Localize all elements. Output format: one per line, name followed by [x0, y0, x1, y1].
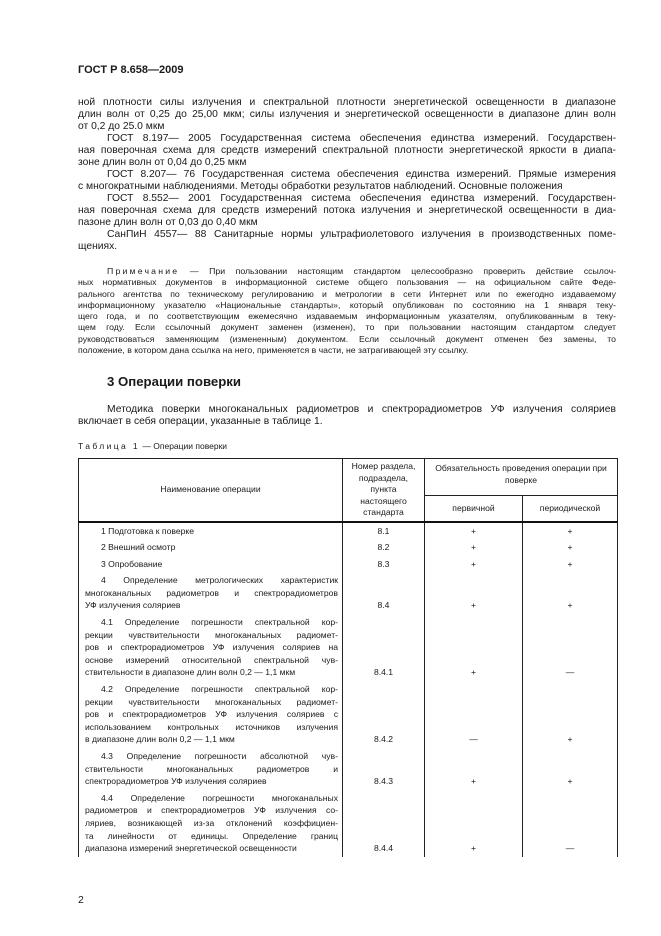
primary-cell: +: [425, 614, 523, 681]
operation-name-line: основе измерений относительной спектральной чув-: [85, 654, 338, 665]
note-block: [78, 266, 616, 356]
reference-paragraph: [78, 229, 616, 253]
text-line: СанПиН 4557— 88 Санитарные нормы ультрафиолетового излучения в производственных поме-: [107, 229, 616, 240]
page-number: 2: [78, 894, 84, 906]
header-periodic: периодической: [523, 496, 618, 522]
text-line: Методика поверки многоканальных радиометров и спектрорадиометров УФ излучения соляриев: [107, 404, 616, 415]
operation-name-cell: [79, 522, 343, 540]
operation-name-cell: [79, 790, 343, 857]
section-number-cell: 8.4.4: [343, 790, 425, 857]
reference-paragraph: [78, 193, 616, 229]
primary-cell: +: [425, 790, 523, 857]
operation-name-cell: [79, 572, 343, 614]
operation-name-line: 3 Опробование: [101, 558, 163, 569]
reference-paragraph: [78, 97, 616, 133]
operation-name-line: спектрорадиометров УФ излучения соляриев: [85, 776, 267, 787]
text-line: ГОСТ 8.552— 2001 Государственная система обеспечения единства измерений. Государствен-: [107, 193, 616, 204]
text-line: ная поверочная схема для средств измерений потока излучения и энергетической освещенности в диа-: [78, 205, 616, 216]
note-line: щего года, и по соответствующим ежемесячно издаваемым информационным указателям, опубликованным в теку-: [78, 311, 616, 322]
operation-name-line: ствительности многоканальных радиометров и: [85, 763, 338, 774]
text-line: зоне длин волн от 0,04 до 0,25 мкм: [78, 157, 247, 168]
header-primary: первичной: [425, 496, 523, 522]
table-row: [79, 539, 618, 556]
operation-name-line: УФ излучения соляриев: [85, 600, 181, 611]
section-number-cell: 8.4.2: [343, 681, 425, 748]
section-number-cell: 8.4.1: [343, 614, 425, 681]
operation-name-line: рекции чувствительности многоканальных радиомет-: [85, 629, 338, 640]
periodic-cell: +: [523, 522, 618, 540]
text-line: ГОСТ 8.207— 76 Государственная система обеспечения единства измерений. Прямые измерения: [107, 169, 616, 180]
note-text: — При пользовании настоящим стандартом целесообразно проверить действие ссылоч-: [179, 266, 616, 276]
table-row: [79, 681, 618, 748]
text-line: ГОСТ 8.197— 2005 Государственная система обеспечения единства измерений. Государствен-: [107, 133, 616, 144]
note-line: положение, в котором дана ссылка на него, применяется в части, не затрагивающей эту ссылку.: [78, 345, 469, 356]
primary-cell: +: [425, 539, 523, 556]
operation-name-cell: [79, 681, 343, 748]
operation-name-line: ров и спектрорадиометров УФ излучения соляриев с: [85, 709, 338, 720]
primary-cell: +: [425, 572, 523, 614]
operation-name-line: 2 Внешний осмотр: [101, 542, 176, 553]
operation-name-line: 4.2 Определение погрешности спектральной кор-: [101, 684, 338, 695]
section-number-cell: 8.2: [343, 539, 425, 556]
operation-name-line: та линейности от единицы. Определение границ: [85, 830, 338, 841]
text-line: от 0,2 до 25.0 мкм: [78, 121, 165, 132]
header-section-number: Номер раздела, подраздела, пункта настоящего стандарта: [343, 459, 425, 522]
section-number-cell: 8.1: [343, 522, 425, 540]
operation-name-line: 4.1 Определение погрешности спектральной кор-: [101, 617, 338, 628]
note-line: [78, 266, 616, 277]
note-line: руководствоваться заменяющим (измененным) документом. Если ссылочный документ отменен без замены, то: [78, 333, 616, 344]
operation-name-cell: [79, 614, 343, 681]
periodic-cell: +: [523, 539, 618, 556]
text-line: ная поверочная схема для средств измерений спектральной плотности энергетической яркости в диапа-: [78, 145, 616, 156]
text-line: длин волн от 0,25 до 25,00 мкм; силы излучения и энергетической освещенности в диапазоне длин волн: [78, 109, 616, 120]
operation-name-line: радиометров и спектрорадиометров УФ излучения со-: [85, 805, 338, 816]
primary-cell: +: [425, 522, 523, 540]
section-title: 3 Операции поверки: [107, 374, 241, 389]
section-number-cell: 8.4.3: [343, 748, 425, 790]
note-line: информационному указателю «Национальные стандарты», который опубликован по состоянию на 1 января теку-: [78, 299, 616, 310]
operation-name-line: 4.4 Определение погрешности многоканальных: [101, 792, 338, 803]
table-row: [79, 572, 618, 614]
periodic-cell: +: [523, 681, 618, 748]
section-number-cell: 8.4: [343, 572, 425, 614]
periodic-cell: —: [523, 614, 618, 681]
table-row: [79, 522, 618, 540]
periodic-cell: +: [523, 748, 618, 790]
periodic-cell: +: [523, 556, 618, 573]
operation-name-line: ствительности в диапазоне длин волн 0,2 — 1,1 мкм: [85, 667, 296, 678]
header-operation-name: Наименование операции: [79, 459, 343, 522]
text-line: с многократными наблюдениями. Методы обработки результатов наблюдений. Основные положения: [78, 181, 563, 192]
note-line: рального агентства по техническому регулированию и метрологии в сети Интернет или по ежегодно издаваемому: [78, 288, 616, 299]
operation-name-line: ляриев, возникающей из-за отклонений коэффициен-: [85, 817, 338, 828]
document-header: ГОСТ Р 8.658—2009: [78, 64, 184, 76]
reference-paragraph: [78, 133, 616, 169]
operation-name-line: многоканальных радиометров и спектрорадиометров: [85, 587, 338, 598]
table-row: [79, 748, 618, 790]
operation-name-line: 4.3 Определение погрешности абсолютной чув-: [101, 751, 338, 761]
section-paragraph: [78, 404, 616, 428]
header-obligation: Обязательность проведения операции при поверке: [425, 459, 618, 496]
periodic-cell: —: [523, 790, 618, 857]
reference-paragraph: [78, 169, 616, 193]
section-number-cell: 8.3: [343, 556, 425, 573]
operation-name-line: в диапазоне длин волн 0,2 — 1,1 мкм: [85, 734, 235, 745]
primary-cell: +: [425, 556, 523, 573]
primary-cell: +: [425, 748, 523, 790]
operation-name-line: использованием контрольных источников излучения: [85, 721, 338, 732]
operations-table: [78, 458, 618, 857]
operation-name-line: 1 Подготовка к поверке: [101, 525, 195, 536]
text-line: ной плотности силы излучения и спектральной плотности энергетической освещенности в диапазоне: [78, 97, 616, 108]
table-row: [79, 790, 618, 857]
note-line: щем году. Если ссылочный документ заменен (изменен), то при пользовании настоящим стандартом следует: [78, 322, 616, 333]
text-line: включает в себя операции, указанные в таблице 1.: [78, 416, 323, 427]
text-line: пазоне длин волн от 0,03 до 0,40 мкм: [78, 217, 258, 228]
operation-name-line: ров и спектрорадиометров УФ излучения соляриев на: [85, 642, 338, 653]
table-caption: [78, 441, 227, 451]
operation-name-cell: [79, 748, 343, 790]
primary-cell: —: [425, 681, 523, 748]
table-row: [79, 614, 618, 681]
table-caption-label: Таблица 1: [78, 441, 141, 451]
operation-name-cell: [79, 539, 343, 556]
note-line: ных нормативных документов в информационной системе общего пользования — на официальном сайте Феде-: [78, 277, 616, 288]
operation-name-cell: [79, 556, 343, 573]
operation-name-line: рекции чувствительности многоканальных радиомет-: [85, 696, 338, 707]
operation-name-line: 4 Определение метрологических характеристик: [101, 575, 338, 586]
periodic-cell: +: [523, 572, 618, 614]
note-label: Примечание: [107, 266, 180, 276]
operation-name-line: диапазона измерений энергетической освещенности: [85, 843, 297, 854]
table-caption-text: — Операции поверки: [140, 441, 228, 451]
text-line: щениях.: [78, 241, 118, 252]
table-row: [79, 556, 618, 573]
